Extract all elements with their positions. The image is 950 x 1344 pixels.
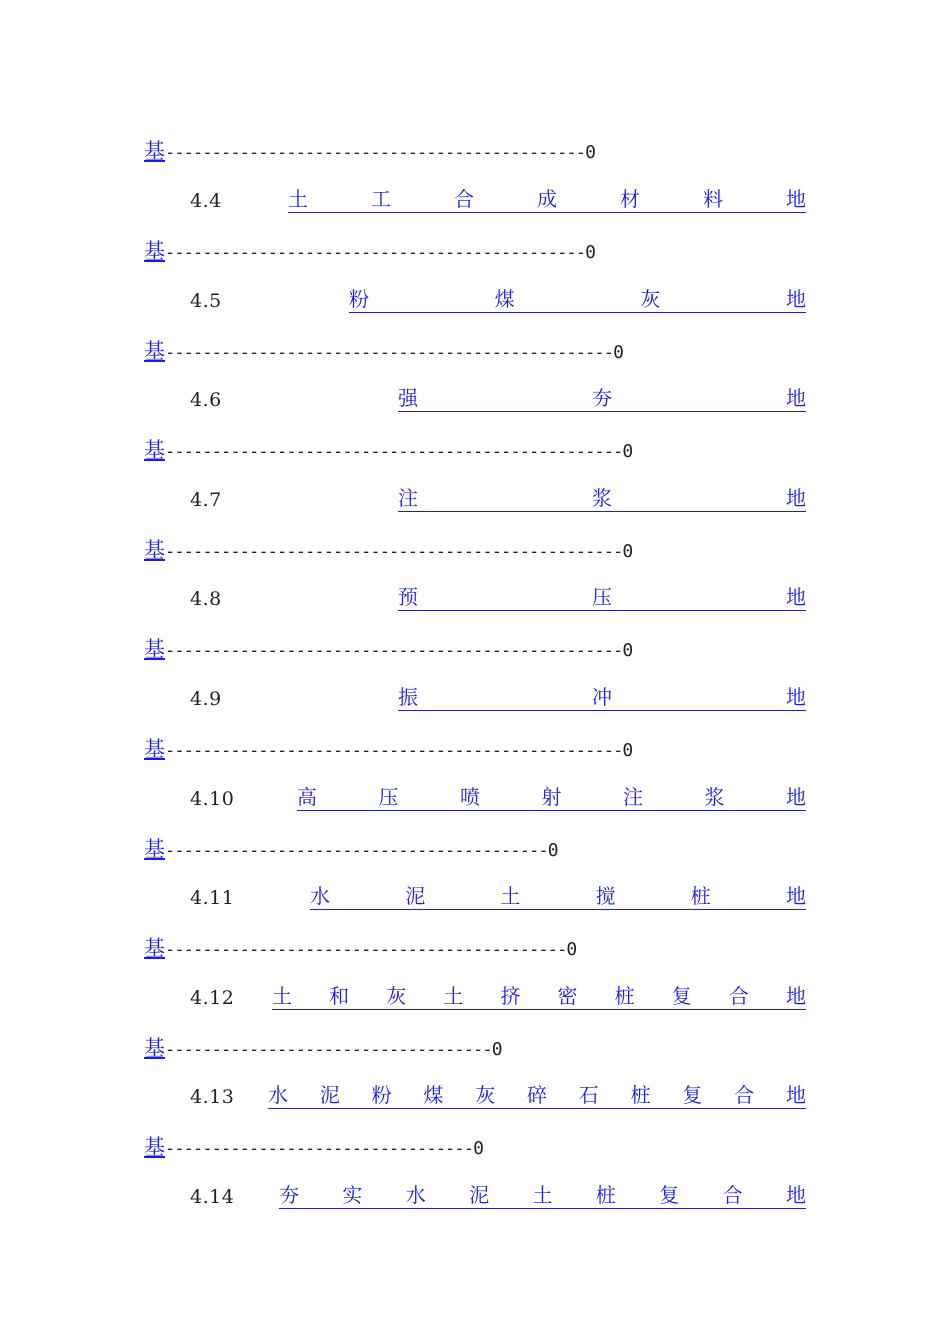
title-char: 石 <box>578 1083 599 1108</box>
title-char: 预 <box>398 585 418 610</box>
title-char: 冲 <box>592 685 612 709</box>
title-char: 土 <box>532 1183 553 1207</box>
toc-title-link[interactable] <box>398 485 806 512</box>
page-number: 0 <box>585 142 596 163</box>
toc-continuation-line <box>144 435 806 465</box>
title-char: 和 <box>329 983 350 1008</box>
toc-link-continuation[interactable]: 基 <box>144 737 165 761</box>
page-number: 0 <box>491 1038 503 1060</box>
toc-entry <box>144 883 806 913</box>
title-char: 桩 <box>614 983 635 1008</box>
section-number: 4.11 <box>190 887 235 910</box>
title-char: 合 <box>722 1183 743 1207</box>
toc-title-link[interactable] <box>398 385 806 412</box>
title-char: 地 <box>786 784 806 809</box>
title-char: 土 <box>288 187 308 211</box>
toc-continuation-line <box>144 1033 806 1063</box>
title-char: 土 <box>272 983 292 1008</box>
title-char: 煤 <box>423 1083 444 1108</box>
title-char: 密 <box>557 983 578 1008</box>
title-char: 桩 <box>595 1183 616 1207</box>
title-char: 料 <box>703 187 723 211</box>
toc-continuation-line <box>144 236 806 266</box>
section-number: 4.9 <box>190 688 222 710</box>
toc-entry <box>144 784 806 814</box>
title-char: 桩 <box>690 884 711 909</box>
title-char: 水 <box>268 1083 288 1108</box>
title-char: 灰 <box>640 286 661 311</box>
toc-entry <box>144 186 806 216</box>
toc-entry <box>144 485 806 515</box>
dot-leader: ------------------------------------------------- <box>165 741 623 761</box>
section-number: 4.5 <box>190 289 222 312</box>
page-number: 0 <box>473 1138 484 1160</box>
title-char: 粉 <box>349 286 369 311</box>
toc-title-link[interactable] <box>272 983 806 1010</box>
toc-title-link[interactable] <box>310 883 806 910</box>
title-char: 地 <box>785 884 806 909</box>
title-char: 地 <box>786 685 806 709</box>
page-number: 0 <box>613 341 624 363</box>
toc-continuation-line <box>144 136 806 166</box>
toc-continuation-line <box>144 634 806 664</box>
toc-link-continuation[interactable]: 基 <box>144 1035 165 1060</box>
page-number: 0 <box>566 939 578 961</box>
section-number: 4.7 <box>190 488 222 511</box>
dot-leader: ------------------------------------------------- <box>165 442 623 463</box>
toc-entry <box>144 1182 806 1212</box>
title-char: 土 <box>443 983 464 1008</box>
toc-entry <box>144 983 806 1013</box>
title-char: 注 <box>623 784 643 809</box>
dot-leader: --------------------------------------------- <box>165 243 586 263</box>
title-char: 泥 <box>405 884 426 909</box>
page-number: 0 <box>547 839 559 861</box>
dot-leader: ------------------------------------------------ <box>165 342 614 363</box>
toc-title-link[interactable] <box>268 1082 806 1109</box>
title-char: 地 <box>785 286 806 311</box>
toc-entry <box>144 684 806 714</box>
title-char: 浆 <box>592 485 612 510</box>
dot-leader: --------------------------------------------- <box>165 143 586 163</box>
title-char: 成 <box>537 187 557 211</box>
section-number: 4.14 <box>190 1186 235 1208</box>
dot-leader: --------------------------------- <box>165 1139 474 1160</box>
title-char: 注 <box>398 485 418 510</box>
toc-continuation-line <box>144 933 806 963</box>
title-char: 地 <box>786 386 806 411</box>
title-char: 地 <box>786 187 806 211</box>
toc-title-link[interactable] <box>398 584 806 611</box>
title-char: 地 <box>786 585 806 610</box>
toc-title-link[interactable] <box>297 784 806 811</box>
title-char: 地 <box>786 1183 806 1207</box>
title-char: 搅 <box>595 884 616 909</box>
section-number: 4.6 <box>190 389 222 412</box>
title-char: 高 <box>297 784 317 809</box>
title-char: 实 <box>342 1183 363 1207</box>
page-number: 0 <box>585 242 596 263</box>
title-char: 地 <box>785 1083 806 1108</box>
dot-leader: ------------------------------------------- <box>165 940 567 961</box>
title-char: 碎 <box>526 1083 547 1108</box>
toc-link-continuation[interactable]: 基 <box>144 637 165 662</box>
title-char: 复 <box>659 1183 680 1207</box>
title-char: 夯 <box>279 1183 299 1207</box>
title-char: 泥 <box>469 1183 490 1207</box>
title-char: 泥 <box>319 1083 340 1108</box>
title-char: 工 <box>371 187 391 211</box>
section-number: 4.8 <box>190 588 222 611</box>
title-char: 煤 <box>494 286 515 311</box>
title-char: 复 <box>671 983 692 1008</box>
title-char: 材 <box>620 187 640 211</box>
section-number: 4.13 <box>190 1086 235 1109</box>
title-char: 压 <box>592 585 612 610</box>
toc-entry <box>144 385 806 415</box>
toc-title-link[interactable] <box>398 684 806 711</box>
title-char: 灰 <box>386 983 407 1008</box>
toc-title-link[interactable] <box>279 1182 806 1209</box>
title-char: 射 <box>541 784 562 809</box>
title-char: 土 <box>500 884 521 909</box>
title-char: 振 <box>398 685 418 709</box>
toc-continuation-line <box>144 1132 806 1162</box>
dot-leader: ------------------------------------------------- <box>165 541 623 562</box>
title-char: 喷 <box>460 784 480 809</box>
toc-link-continuation[interactable]: 基 <box>144 239 165 263</box>
dot-leader: ------------------------------------------------- <box>165 641 623 662</box>
title-char: 浆 <box>704 784 725 809</box>
toc-entry <box>144 286 806 316</box>
toc-link-continuation[interactable]: 基 <box>144 438 165 463</box>
section-number: 4.10 <box>190 787 235 810</box>
title-char: 水 <box>405 1183 426 1207</box>
title-char: 地 <box>786 485 806 510</box>
page-number: 0 <box>622 540 634 562</box>
title-char: 合 <box>454 187 474 211</box>
toc-continuation-line <box>144 535 806 565</box>
toc-title-link[interactable] <box>288 186 806 213</box>
dot-leader: ----------------------------------------- <box>165 840 548 861</box>
page-number: 0 <box>622 441 634 463</box>
toc-link-continuation[interactable]: 基 <box>144 338 165 363</box>
title-char: 挤 <box>500 983 521 1008</box>
toc-title-link[interactable] <box>349 286 806 313</box>
toc-continuation-line <box>144 734 806 764</box>
toc-link-continuation[interactable]: 基 <box>144 836 165 861</box>
toc-link-continuation[interactable]: 基 <box>144 139 165 163</box>
section-number: 4.4 <box>190 190 222 212</box>
title-char: 桩 <box>630 1083 651 1108</box>
toc-link-continuation[interactable]: 基 <box>144 936 165 961</box>
dot-leader: ----------------------------------- <box>165 1039 492 1060</box>
toc-link-continuation[interactable]: 基 <box>144 1135 165 1160</box>
page-number: 0 <box>622 740 634 761</box>
title-char: 合 <box>734 1083 755 1108</box>
title-char: 强 <box>398 386 418 411</box>
toc-entry <box>144 1082 806 1112</box>
title-char: 复 <box>682 1083 703 1108</box>
title-char: 地 <box>785 983 806 1008</box>
title-char: 粉 <box>371 1083 392 1108</box>
title-char: 夯 <box>592 386 612 411</box>
title-char: 水 <box>310 884 330 909</box>
toc-entry <box>144 584 806 614</box>
toc-link-continuation[interactable]: 基 <box>144 537 165 562</box>
section-number: 4.12 <box>190 986 235 1009</box>
title-char: 灰 <box>475 1083 496 1108</box>
toc-continuation-line <box>144 336 806 366</box>
toc-continuation-line <box>144 834 806 864</box>
title-char: 压 <box>378 784 399 809</box>
title-char: 合 <box>728 983 749 1008</box>
page-number: 0 <box>622 640 634 662</box>
